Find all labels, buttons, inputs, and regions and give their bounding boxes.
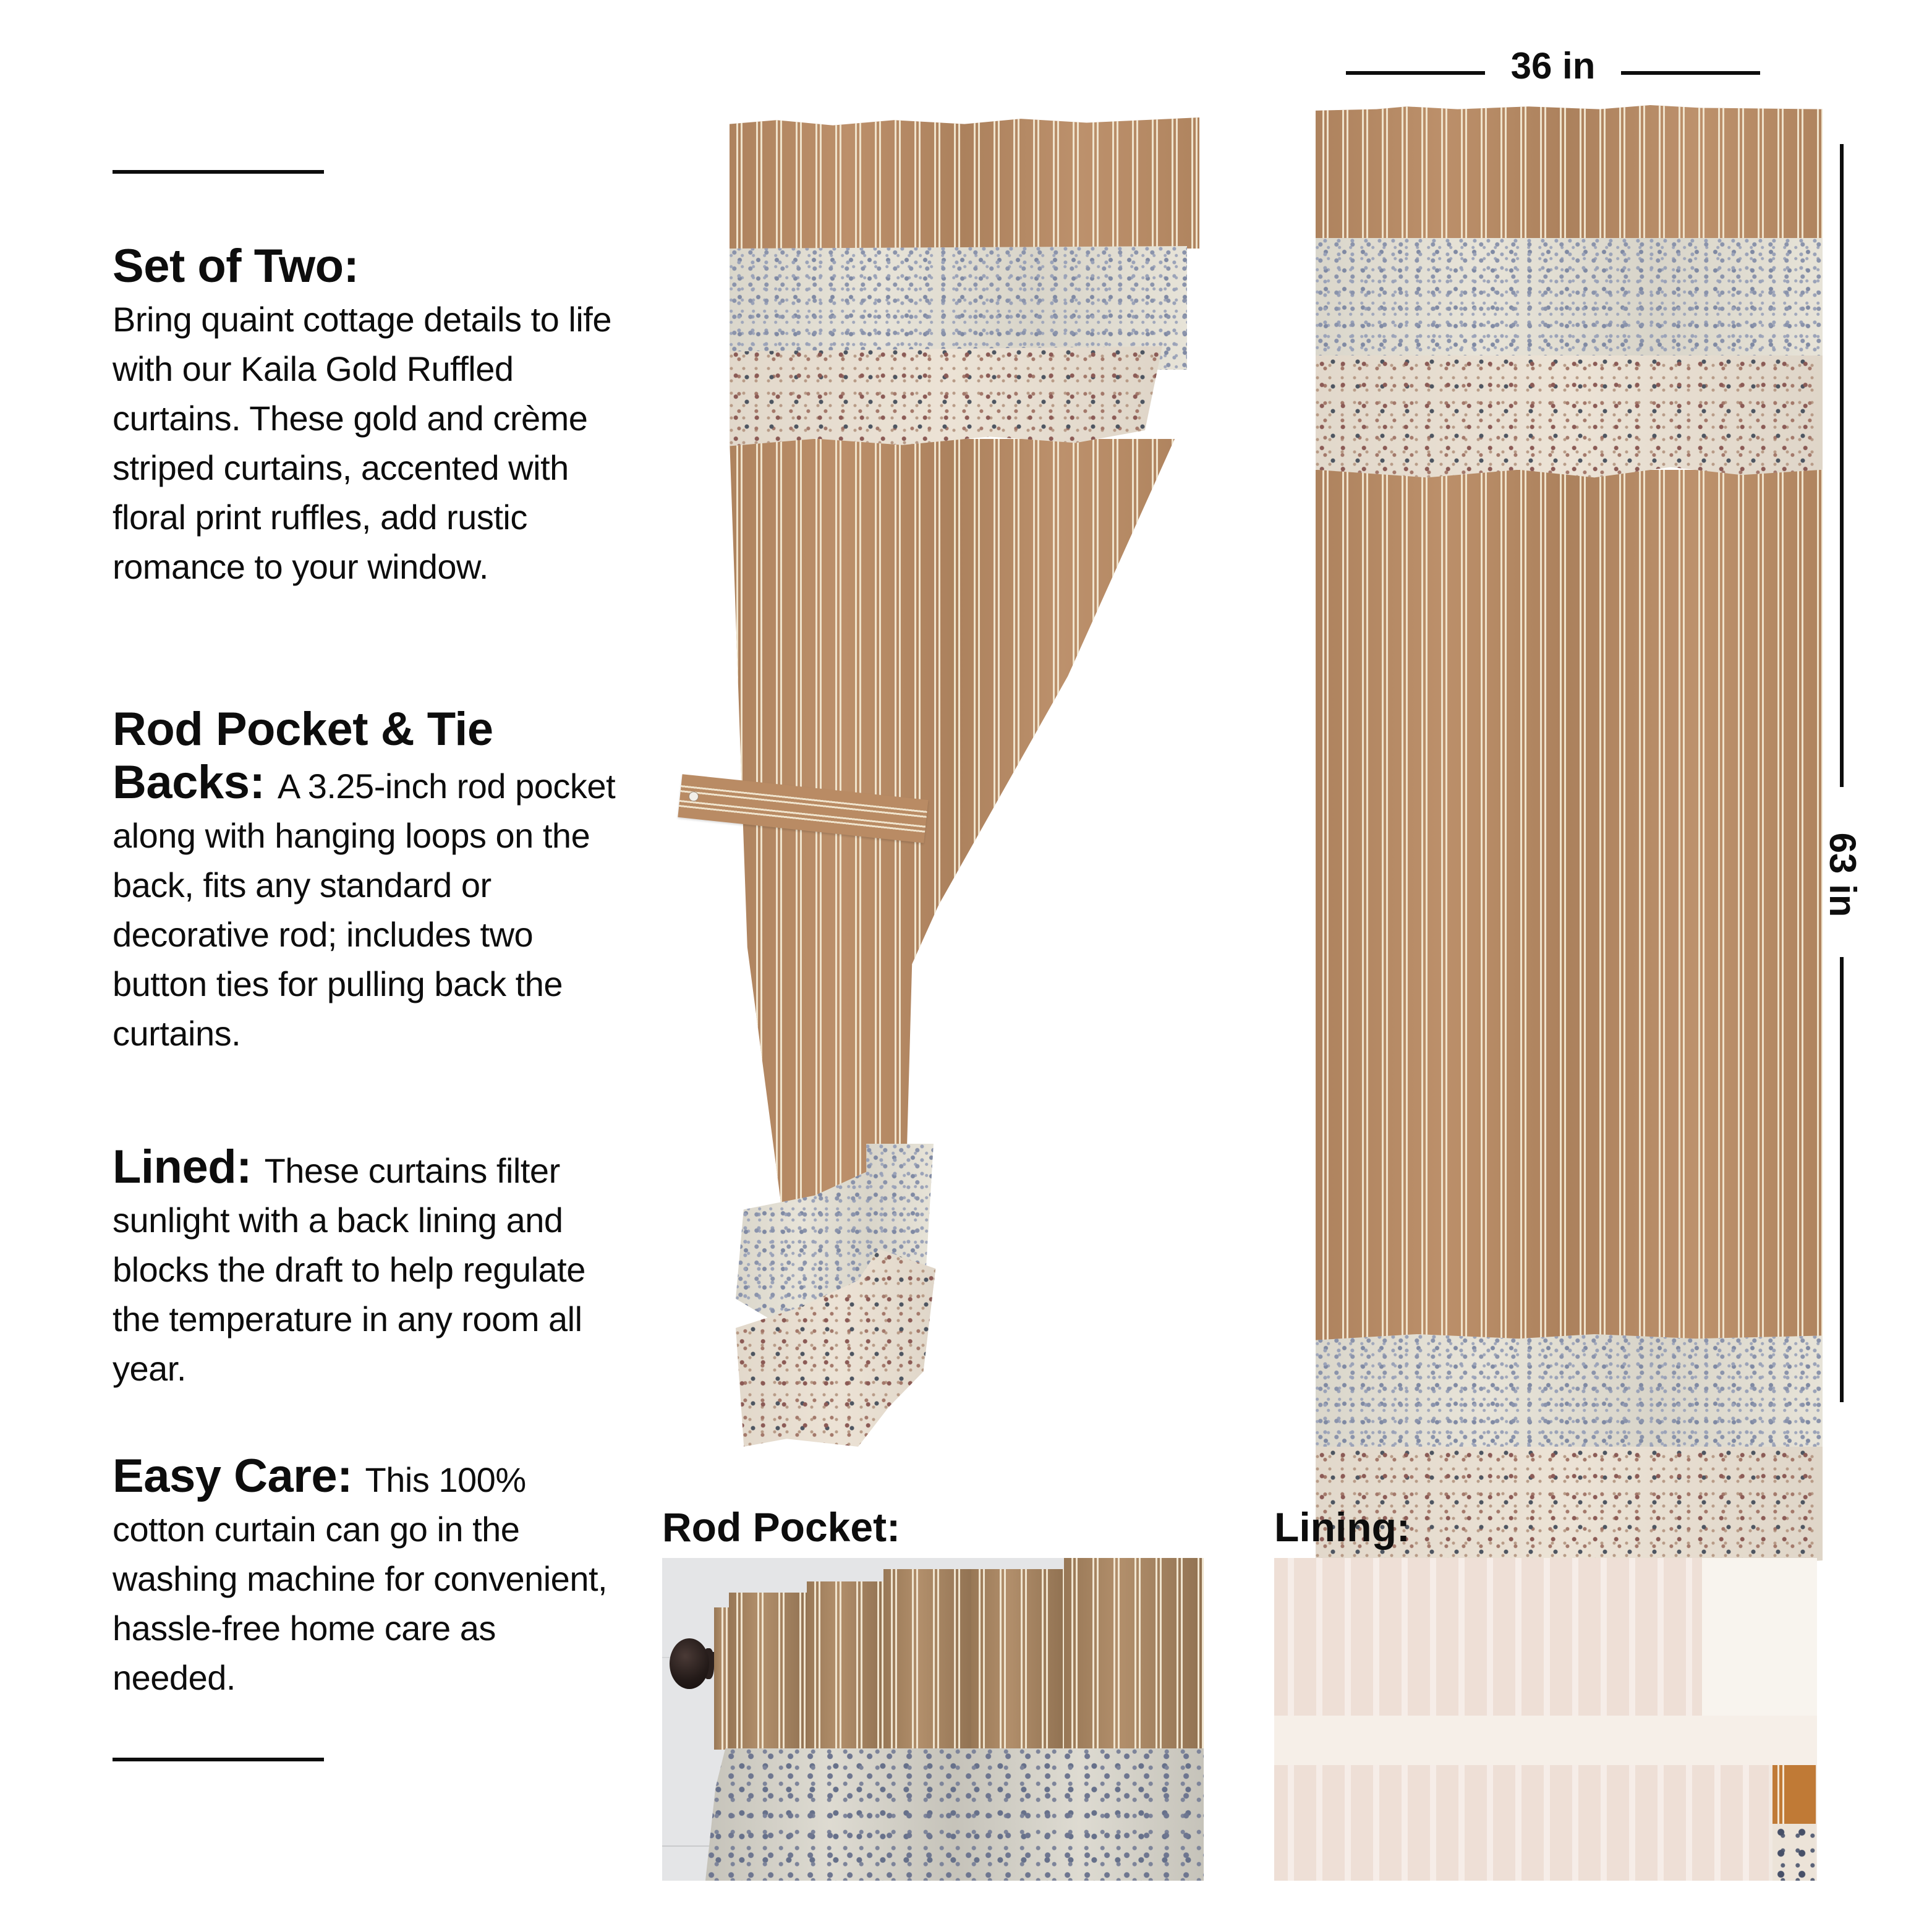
face-fabric-stripe-edge [1772,1765,1816,1824]
height-dimension-label: 63 in [1822,832,1863,917]
height-dimension-line-top [1840,144,1844,787]
tied-back-curtain-image [680,111,1236,1459]
rod-pocket-pleat [971,1569,1064,1751]
wall-seam [662,1845,712,1847]
feature-heading: Lined: [113,1141,265,1193]
rod-pocket-detail-image [662,1558,1204,1881]
curtain-top-blue-ruffle [1316,238,1823,371]
feature-body: A 3.25-inch rod pocket along with hanging loops on the back, fits any standard or decorative rod; includes two button ties for pulling back the curtains. [113,767,616,1053]
tieback-button-icon [688,791,699,802]
rod-pocket-pleat [729,1593,808,1751]
blue-floral-ruffle [705,1748,1204,1881]
lining-detail-image [1274,1558,1817,1881]
feature-heading: Set of Two: [113,240,359,292]
flat-curtain-image [1316,105,1823,1459]
feature-set-of-two [113,238,619,592]
lining-fabric-upper [1274,1558,1702,1716]
feature-heading: Easy Care: [113,1450,365,1502]
top-divider [113,170,324,174]
feature-body: This 100% cotton curtain can go in the washing machine for convenient, hassle-free home care as needed. [113,1460,608,1697]
feature-heading: Rod Pocket & Tie Backs: [113,703,493,809]
feature-body: These curtains filter sunlight with a back lining and blocks the draft to help regulate the temperature in any room all year. [113,1151,585,1388]
lining-fabric-lower [1274,1765,1769,1881]
bottom-divider [113,1758,324,1761]
curtain-rod-pocket-header [730,117,1199,249]
curtain-body-stripe [730,439,1175,1286]
curtain-rod-pocket-header [1316,105,1823,242]
face-fabric-floral-edge [1772,1824,1816,1881]
height-dimension-line-bottom [1840,957,1844,1402]
feature-easy-care [113,1452,619,1703]
width-dimension-line-right [1621,71,1760,75]
feature-body: Bring quaint cottage details to life with our Kaila Gold Ruffled curtains. These gold and crème striped curtains, accented with floral print ruffles, add rustic romance to your window. [113,300,611,586]
rod-pocket-pleat [883,1569,972,1751]
rod-finial-icon [670,1638,709,1689]
lining-label: Lining: [1274,1504,1410,1550]
width-dimension-line-left [1346,71,1485,75]
curtain-top-rose-ruffle [1316,355,1823,485]
rod-pocket-pleat [807,1581,885,1751]
feature-rod-pocket [113,705,619,1058]
feature-lined [113,1143,619,1394]
rod-pocket-pleat [1064,1558,1204,1751]
rod-pocket-label: Rod Pocket: [662,1504,901,1550]
curtain-body-stripe [1316,470,1823,1342]
width-dimension-label: 36 in [1510,45,1596,87]
lining-hem [1274,1716,1817,1765]
curtain-rose-floral-ruffle [730,346,1162,451]
